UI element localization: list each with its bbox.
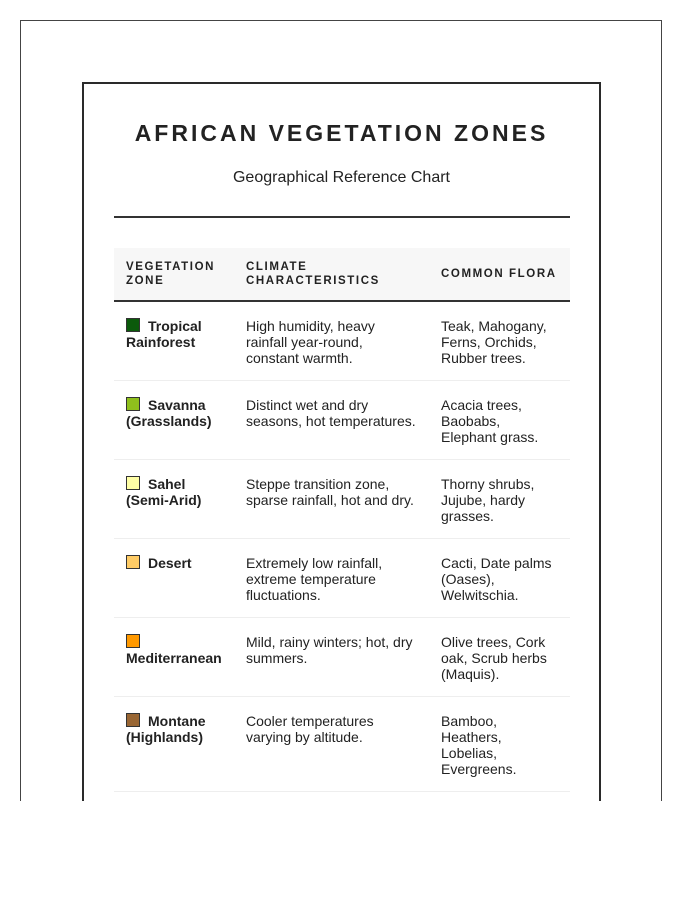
page-title: AFRICAN VEGETATION ZONES bbox=[134, 120, 549, 146]
zone-cell bbox=[114, 301, 234, 381]
page-subtitle: Geographical Reference Chart bbox=[232, 169, 450, 186]
climate-cell: Cooler temperatures varying by altitude. bbox=[246, 713, 374, 745]
zone-color-swatch bbox=[126, 397, 140, 411]
zone-name: Mediterranean bbox=[126, 650, 222, 666]
flora-cell: Bamboo, Heathers, Lobelias, Evergreens. bbox=[441, 713, 517, 777]
zone-name: Desert bbox=[148, 555, 192, 571]
table-row bbox=[114, 460, 570, 539]
table-header-row bbox=[114, 248, 570, 301]
climate-cell: High humidity, heavy rainfall year-round, constant warmth. bbox=[246, 318, 375, 366]
zone-cell bbox=[114, 460, 234, 539]
flora-cell: Acacia trees, Baobabs, Elephant grass. bbox=[441, 397, 539, 445]
zone-cell bbox=[114, 618, 234, 697]
table-row bbox=[114, 381, 570, 460]
climate-cell: Mild, rainy winters; hot, dry summers. bbox=[246, 634, 413, 666]
table-row bbox=[114, 697, 570, 792]
vegetation-table bbox=[114, 248, 570, 792]
page-frame bbox=[20, 20, 662, 801]
title-divider bbox=[114, 216, 570, 218]
zone-color-swatch bbox=[126, 318, 140, 332]
flora-cell: Thorny shrubs, Jujube, hardy grasses. bbox=[441, 476, 535, 524]
table-row bbox=[114, 618, 570, 697]
header-flora: COMMON FLORA bbox=[441, 268, 557, 280]
zone-cell bbox=[114, 381, 234, 460]
zone-color-swatch bbox=[126, 713, 140, 727]
zone-name: Sahel (Semi-Arid) bbox=[126, 476, 202, 508]
flora-cell: Cacti, Date palms (Oases), Welwitschia. bbox=[441, 555, 552, 603]
zone-name: Tropical Rainforest bbox=[126, 318, 202, 350]
zone-cell bbox=[114, 697, 234, 792]
climate-cell: Distinct wet and dry seasons, hot temperatures. bbox=[246, 397, 416, 429]
zone-cell bbox=[114, 539, 234, 618]
table-row bbox=[114, 301, 570, 381]
zone-color-swatch bbox=[126, 634, 140, 648]
flora-cell: Olive trees, Cork oak, Scrub herbs (Maquis). bbox=[441, 634, 547, 682]
header-zone: VEGETATION ZONE bbox=[126, 261, 216, 287]
table-row bbox=[114, 539, 570, 618]
zone-name: Montane (Highlands) bbox=[126, 713, 206, 745]
header-climate: CLIMATE CHARACTERISTICS bbox=[246, 261, 380, 287]
zone-name: Savanna (Grasslands) bbox=[126, 397, 212, 429]
zone-color-swatch bbox=[126, 476, 140, 490]
climate-cell: Extremely low rainfall, extreme temperature fluctuations. bbox=[246, 555, 383, 603]
climate-cell: Steppe transition zone, sparse rainfall, hot and dry. bbox=[246, 476, 414, 508]
reference-card bbox=[82, 82, 601, 801]
flora-cell: Teak, Mahogany, Ferns, Orchids, Rubber trees. bbox=[441, 318, 547, 366]
zone-color-swatch bbox=[126, 555, 140, 569]
